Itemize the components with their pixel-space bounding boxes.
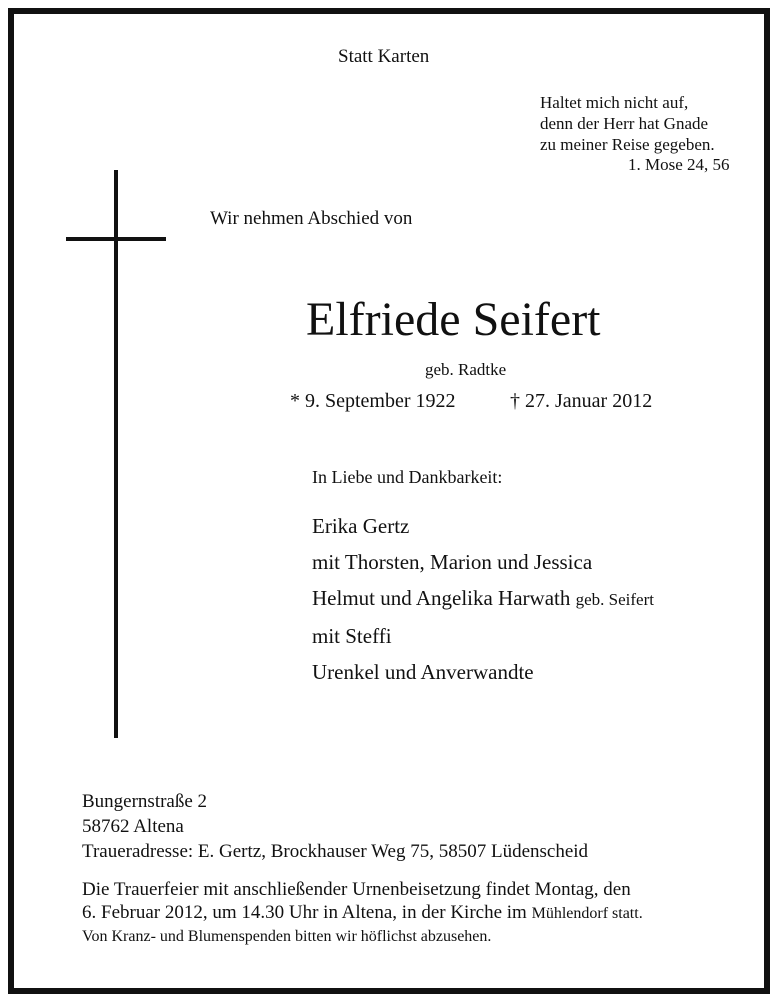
mourner-line: mit Thorsten, Marion und Jessica [312,550,593,574]
birth-date: * 9. September 1922 [290,390,456,412]
mourner-line: Urenkel und Anverwandte [312,660,534,684]
verse-line: denn der Herr hat Gnade [540,114,709,133]
mourner-line: Erika Gertz [312,514,410,538]
mourner-name: Helmut und Angelika Harwath [312,586,571,610]
address-street: Bungernstraße 2 [82,791,208,812]
deceased-name: Elfriede Seifert [306,293,601,346]
death-date: † 27. Januar 2012 [510,390,653,412]
mourners-list [312,508,654,690]
verse-reference: 1. Mose 24, 56 [628,155,730,174]
farewell-line: Wir nehmen Abschied von [210,208,413,229]
cross-icon-bar [66,237,166,241]
verse-line: zu meiner Reise gegeben. [540,135,715,154]
birth-name: geb. Radtke [425,360,507,379]
mourners-intro: In Liebe und Dankbarkeit: [312,467,503,487]
address-block [82,789,588,864]
verse-line: Haltet mich nicht auf, [540,93,689,112]
bible-verse [540,92,715,155]
ceremony-text: 6. Februar 2012, um 14.30 Uhr in Altena, in der Kirche im [82,902,527,923]
mourner-line [312,580,654,618]
address-city: 58762 Altena [82,816,184,837]
mourner-line: mit Steffi [312,624,392,648]
ceremony-line: Die Trauerfeier mit anschließender Urnenbeisetzung findet Montag, den [82,879,631,900]
ceremony-line: Von Kranz- und Blumenspenden bitten wir höflichst abzusehen. [82,928,492,945]
ceremony-line [82,901,643,925]
cross-icon [114,170,118,738]
mourner-birth-name: geb. Seifert [575,590,654,609]
mourning-address: Traueradresse: E. Gertz, Brockhauser Weg 75, 58507 Lüdenscheid [82,841,589,862]
ceremony-info [82,878,643,948]
heading-note: Statt Karten [338,46,430,67]
ceremony-location: Mühlendorf statt. [531,905,643,922]
